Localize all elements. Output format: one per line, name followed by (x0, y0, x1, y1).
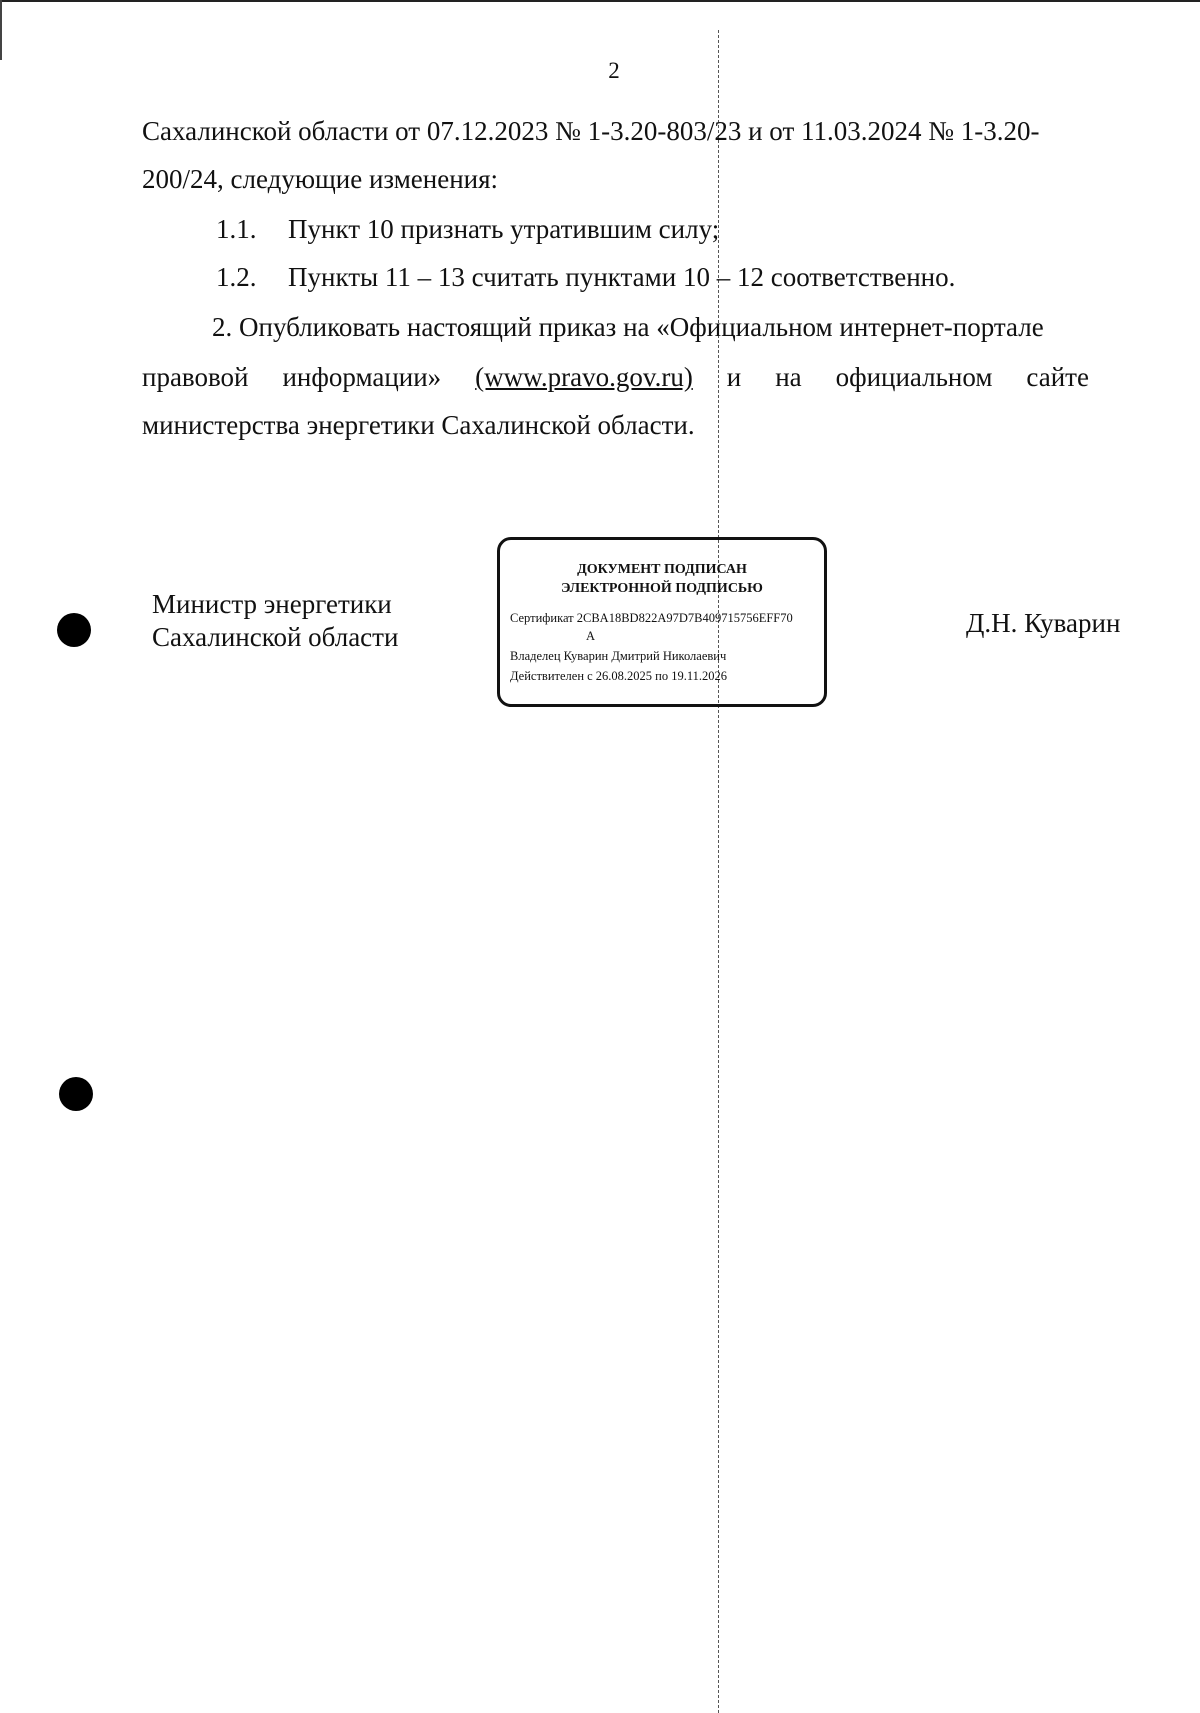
pravo-link[interactable]: (www.pravo.gov.ru) (475, 362, 693, 392)
list-item-text: Пункт 10 признать утратившим силу; (288, 214, 720, 244)
body-line-2: 200/24, следующие изменения: (142, 164, 499, 194)
list-item-1-1 (216, 205, 719, 253)
paragraph-2-line-3: министерства энергетики Сахалинской области. (142, 410, 695, 440)
electronic-signature-stamp (497, 537, 827, 707)
punch-hole-bottom (59, 1077, 93, 1111)
word: и (726, 362, 742, 392)
signatory-name: Д.Н. Куварин (966, 608, 1121, 638)
list-item-1-2 (216, 253, 955, 301)
body-line-1: Сахалинской области от 07.12.2023 № 1-3.20-803/23 и от 11.03.2024 № 1-3.20- (142, 116, 1040, 146)
position-line-1: Министр энергетики (152, 589, 392, 619)
stamp-validity: Действителен с 26.08.2025 по 19.11.2026 (510, 669, 728, 683)
word: информации» (282, 362, 442, 392)
list-item-text: Пункты 11 – 13 считать пунктами 10 – 12 соответственно. (288, 262, 956, 292)
word: правовой (142, 362, 249, 392)
position-line-2: Сахалинской области (152, 622, 399, 652)
punch-hole-top (57, 613, 91, 647)
stamp-certificate-continuation: A (586, 629, 596, 643)
paragraph-2-line-1: 2. Опубликовать настоящий приказ на «Официальном интернет-портале (212, 312, 1044, 342)
list-item-number: 1.1. (216, 214, 257, 244)
stamp-title-line-2: ЭЛЕКТРОННОЙ ПОДПИСЬЮ (561, 581, 763, 596)
signatory-position (152, 588, 398, 654)
page-number: 2 (608, 58, 620, 83)
paragraph-2-line-2 (142, 353, 1089, 401)
word: на (775, 362, 802, 392)
word: сайте (1026, 362, 1089, 392)
list-item-number: 1.2. (216, 262, 257, 292)
stamp-title-line-1: ДОКУМЕНТ ПОДПИСАН (577, 562, 747, 577)
stamp-owner: Владелец Куварин Дмитрий Николаевич (510, 649, 727, 663)
word: официальном (835, 362, 993, 392)
stamp-certificate: Сертификат 2CBA18BD822A97D7B409715756EFF70 (510, 611, 793, 625)
stamp-title (500, 560, 824, 598)
scan-top-edge (0, 0, 1200, 2)
scan-left-edge (0, 0, 2, 60)
